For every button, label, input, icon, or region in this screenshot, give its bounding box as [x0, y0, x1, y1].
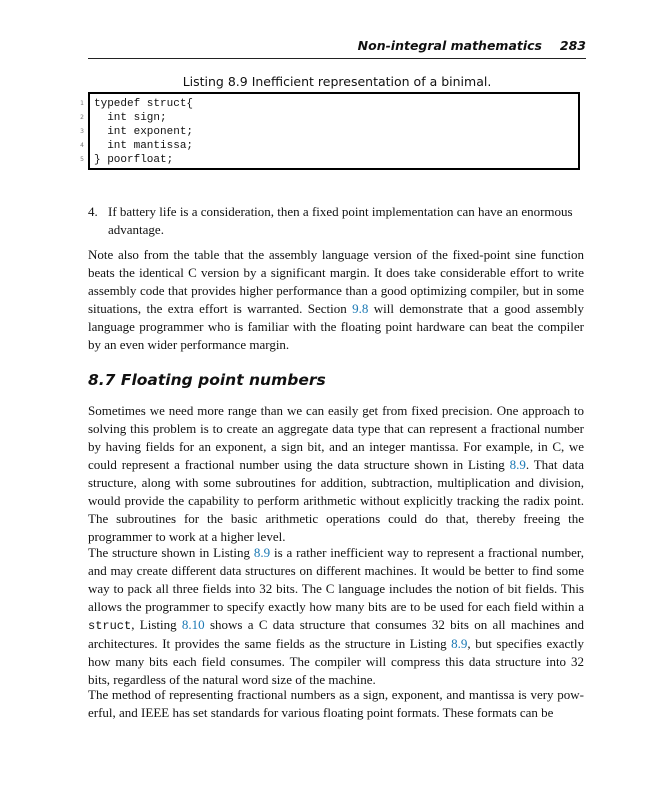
paragraph: [88, 246, 584, 354]
code-line: int exponent;: [94, 126, 194, 138]
line-number: 3: [80, 128, 84, 135]
listing-reference-link[interactable]: 8.9: [451, 636, 468, 651]
text-run: . That data structure, along with some subroutines for addition, subtraction, multiplication and division, would provide the capability to perform arithmetic without explicitly tracking the radix point. The subroutines for the basic arithmetic operations could do that, thereby freeing the programmer to work at a higher level.: [88, 457, 584, 544]
line-number: 1: [80, 100, 84, 107]
code-line: } poorfloat;: [94, 154, 174, 166]
running-header-title: Non-integral mathematics: [357, 38, 542, 53]
text-run: , Listing: [131, 617, 182, 632]
code-listing: [88, 92, 580, 170]
line-number: 2: [80, 114, 84, 121]
listing-reference-link[interactable]: 8.10: [181, 617, 205, 632]
text-run: The structure shown in Listing: [88, 545, 254, 560]
line-number: 5: [80, 156, 84, 163]
text-run: will demonstrate that a good assembly language programmer who is familiar with the floating point hardware can beat the compiler by an even wider performance margin.: [88, 301, 584, 352]
code-line: typedef struct{: [94, 98, 194, 110]
section-reference-link[interactable]: 9.8: [352, 301, 369, 316]
code-line: int sign;: [94, 112, 167, 124]
paragraph: [88, 544, 584, 689]
text-run: shows a C data structure that consumes 32 bits on all machines and architectures. It provides the same fields as the structure in Listing: [88, 617, 584, 651]
section-heading: 8.7 Floating point numbers: [88, 371, 326, 389]
list-item-number: 4.: [88, 204, 98, 219]
listing-reference-link[interactable]: 8.9: [509, 457, 526, 472]
text-run: The method of representing fractional numbers as a sign, exponent, and mantissa is very powerful, and IEEE has set standards for various floating point formats. These formats can be: [88, 687, 584, 720]
text-run: , but specifies exactly how many bits each field consumes. The compiler will compress this data structure into 32 bits, regardless of the natural word size of the machine.: [88, 636, 584, 687]
list-item-text: If battery life is a consideration, then a fixed point implementation can have an enormous advantage.: [108, 204, 573, 237]
text-run: Note also from the table that the assembly language version of the fixed-point sine function beats the identical C version by a significant margin. It does take considerable effort to write assembly code that provides higher performance than a good optimizing compiler, but in some situations, the extra effort is warranted. Section: [88, 247, 584, 316]
running-header: [88, 36, 586, 56]
page-number: 283: [559, 38, 586, 53]
text-run: Sometimes we need more range than we can easily get from fixed precision. One approach to solving this problem is to create an aggregate data type that can represent a fractional number by having fields for an exponent, a sign bit, and an integer mantissa. For example, in C, we could represent a fractional number using the data structure shown in Listing: [88, 403, 584, 472]
header-rule: [88, 58, 586, 59]
paragraph: [88, 402, 584, 546]
inline-code: struct: [88, 619, 132, 633]
code-line: int mantissa;: [94, 140, 194, 152]
paragraph: [88, 686, 584, 722]
listing-caption: Listing 8.9 Inefficient representation of a binimal.: [182, 74, 492, 89]
line-number: 4: [80, 142, 84, 149]
listing-reference-link[interactable]: 8.9: [253, 545, 271, 560]
list-item: [88, 203, 586, 239]
text-run: is a rather inefficient way to represent a fractional number, and may create different data structures on different machines. It would be better to find some way to pack all three fields into 32 bits. The C language includes the notion of bit fields. This allows the programmer to specify exactly how many bits are to be used for each field within a: [88, 545, 584, 614]
